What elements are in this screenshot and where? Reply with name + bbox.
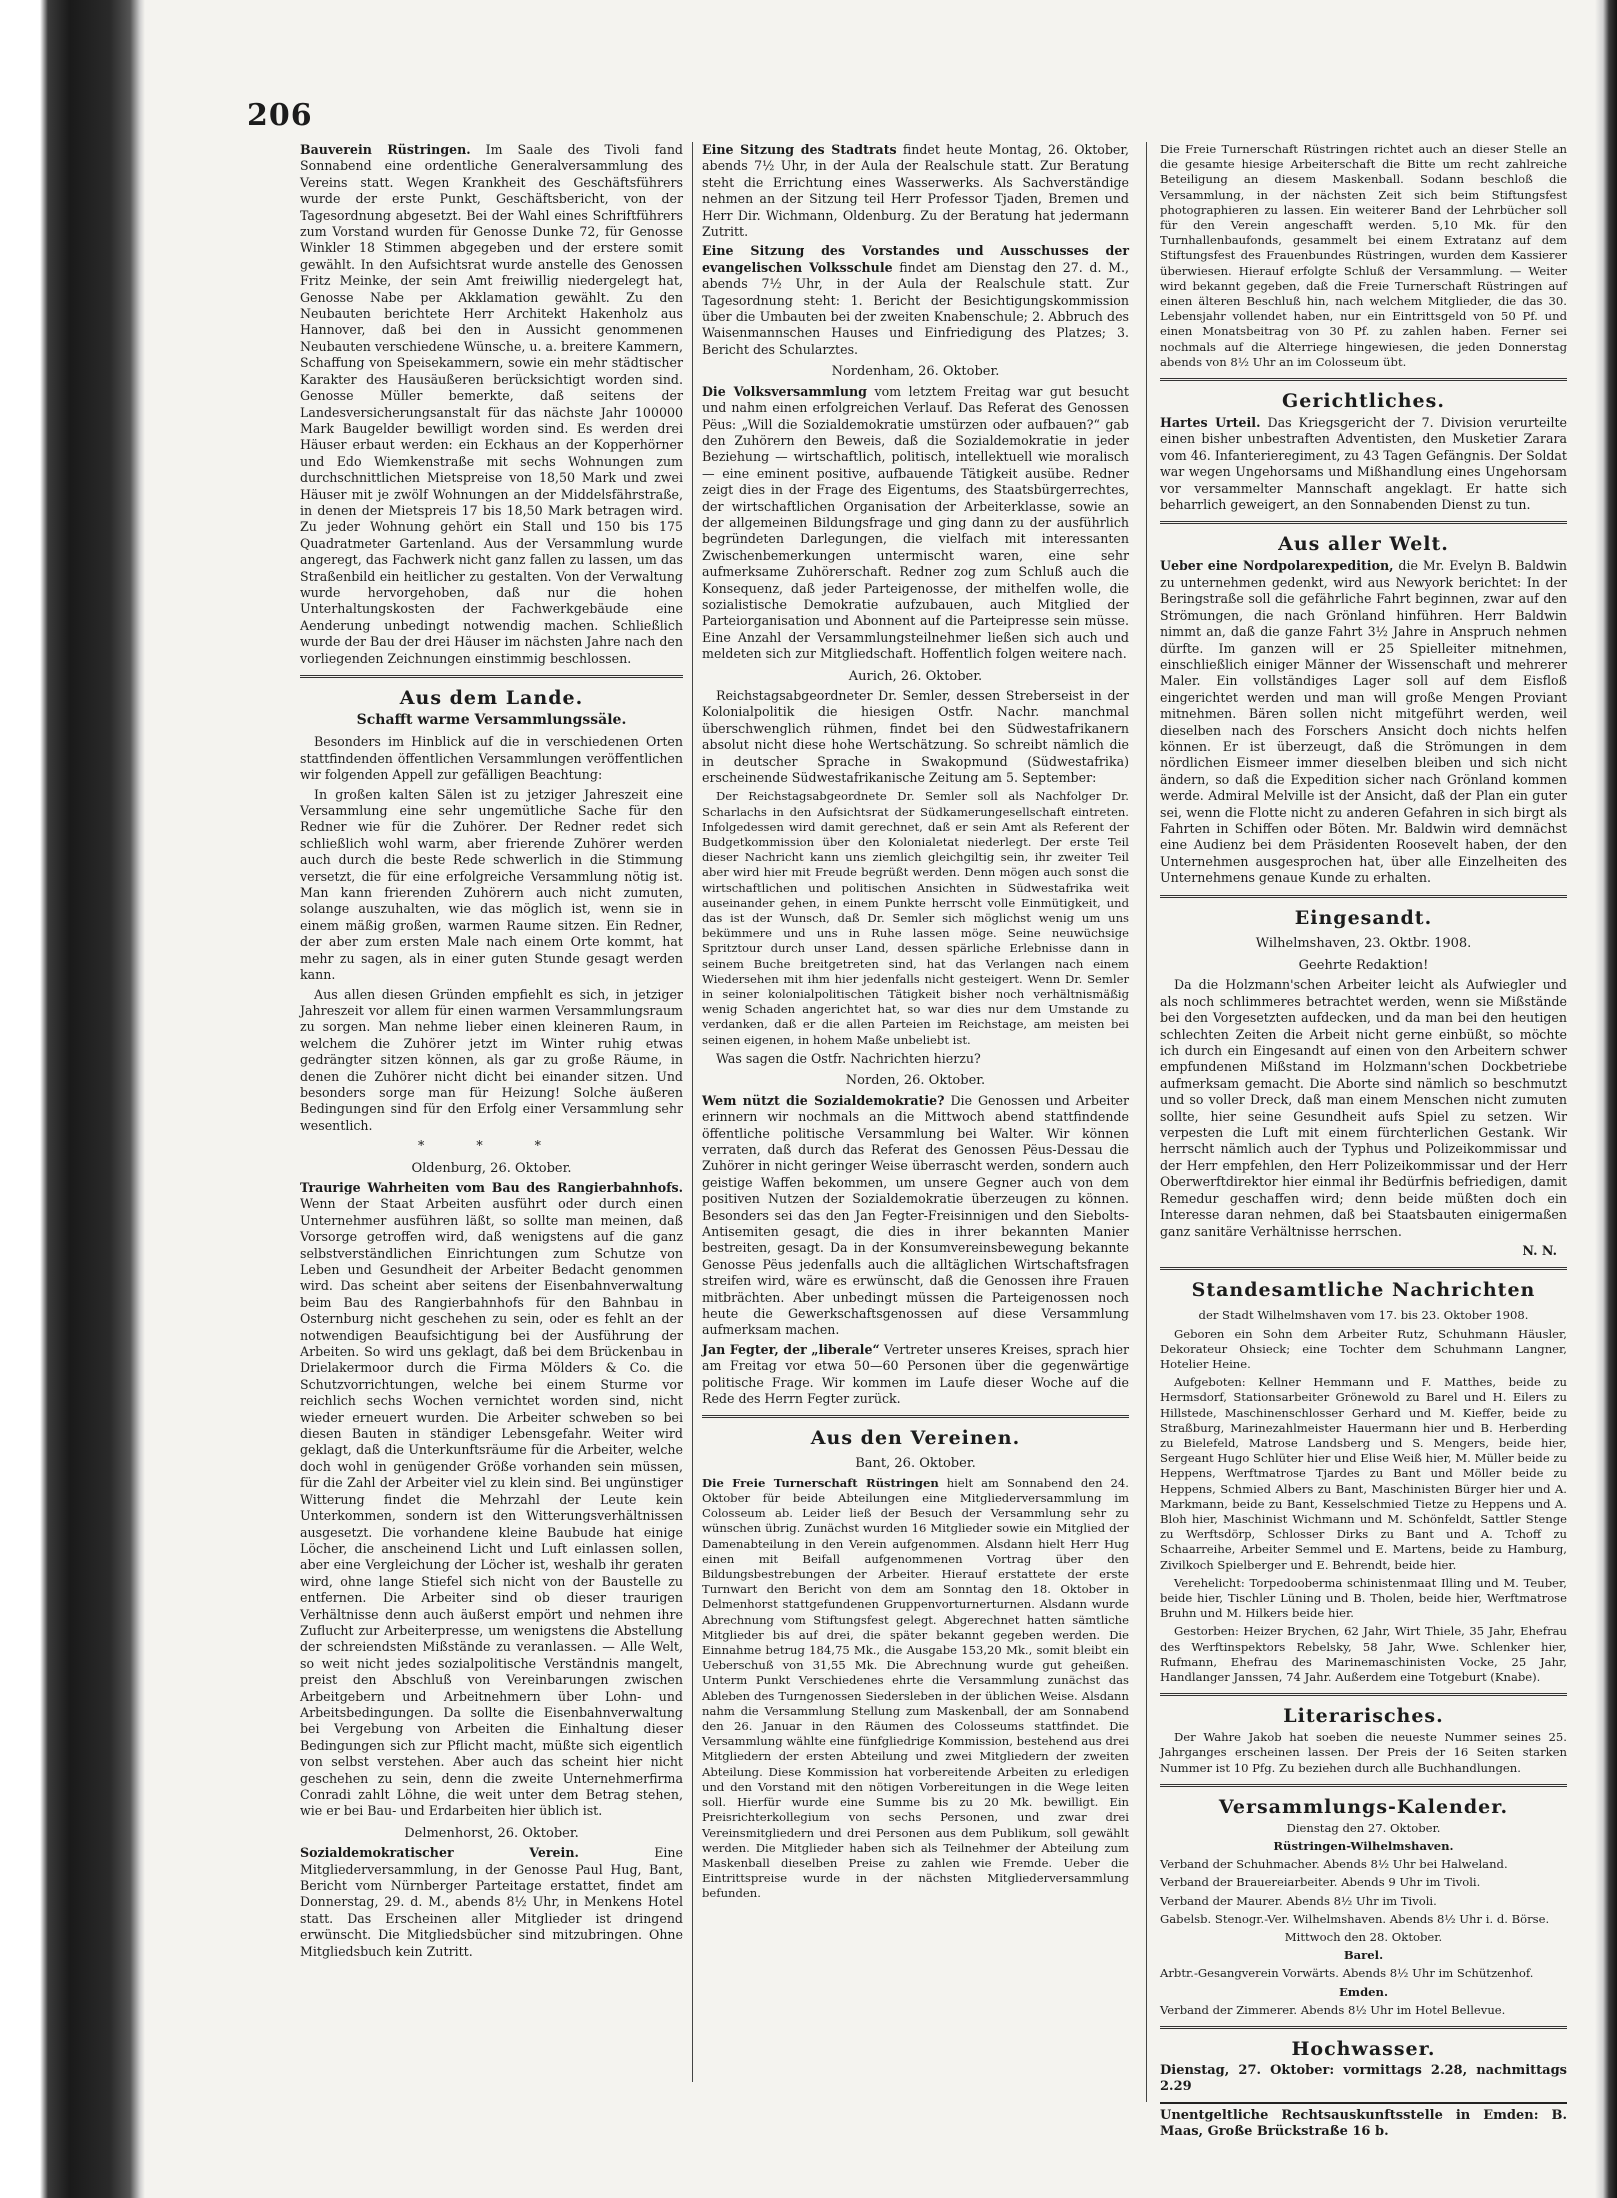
kalender-item: Verband der Brauereiarbeiter. Abends 9 Uhr im Tivoli. (1160, 1875, 1481, 1890)
article-text: findet am Dienstag den 27. d. M., abends 7½ Uhr, in der Aula der Realschule statt. Zur Tagesordnung steht: 1. Bericht der Besichtigungskommission über die Umbauten bei der zweiten Knabenschule; 2. Abbruch des Waisenmannschen Hauses und Einfriedigung des Platzes; 3. Bericht des Schularztes. (702, 259, 1129, 357)
paragraph: Aus allen diesen Gründen empfiehlt es sich, in jetziger Jahreszeit vor allem für einen warmen Versammlungsraum zu sorgen. Man nehme lieber einen kleineren Raum, in welchem die Zuhörer jetzt im Winter ruhig etwas gedrängter sitzen können, als gar zu große Räume, in denen die Zuhörer nicht dicht bei einander sitzen. Und besonders sorge man für Heizung! Solche äußeren Bedingungen sind für den Erfolg einer Versammlung sehr wesentlich. (300, 986, 683, 1133)
article-lead: Wem nützt die Sozialdemokratie? (702, 1092, 945, 1108)
footer-rechtsauskunft: Unentgeltliche Rechtsauskunftsstelle in Emden: B. Maas, Große Brückstraße 16 b. (1160, 2102, 1567, 2141)
kalender-place: Emden. (1338, 1984, 1389, 1999)
article-lead: Sozialdemokratischer Verein. (300, 1845, 579, 1861)
article-lead: Die Volksversammlung (702, 383, 867, 399)
hochwasser-times: Dienstag, 27. Oktober: vormittags 2.28, nachmittags 2.29 (1160, 2063, 1567, 2095)
section-divider (1160, 2026, 1567, 2029)
section-title-standesamtliche: Standesamtliche Nachrichten (1191, 1279, 1536, 1302)
dateline-aurich: Aurich, 26. Oktober. (848, 668, 983, 684)
article-text: Eine Mitgliederversammlung, in der Genosse Paul Hug, Bant, Bericht vom Nürnberger Parteitage erstattet, findet am Donnerstag, 29. d. M., abends 8½ Uhr, in Menkens Hotel statt. Das Erscheinen aller Mitglieder ist dringend erwünscht. Die Mitgliedsbücher sind mitzubringen. Ohne Mitgliedsbuch kein Zutritt. (300, 1845, 683, 1959)
article-lead: Jan Fegter, der „liberale“ (702, 1341, 880, 1357)
standesamt-gestorben: Gestorben: Heizer Brychen, 62 Jahr, Wirt Thiele, 35 Jahr, Ehefrau des Werftinspektors Rebelsky, 58 Jahr, Wwe. Schlenker hier, Rufmann, Ehefrau des Marinemaschinisten Vocke, 25 Jahr, Handlanger Janssen, 74 Jahr. Außerdem eine Totgeburt (Knabe). (1160, 1624, 1567, 1684)
section-title-aus-dem-lande: Aus dem Lande. (399, 687, 584, 709)
section-divider (1160, 378, 1567, 381)
section-title-versammlungs-kalender: Versammlungs-Kalender. (1218, 1795, 1509, 1818)
letter-text: Da die Holzmann'schen Arbeiter leicht als Aufwiegler und als noch schlimmeres betrachtet werden, wenn sie Mißstände bei den Vorgesetzten aufdecken, und da man bei den heutigen schlechten Zeiten die Arbeit nicht gerne einbüßt, so möchte ich durch ein Eingesandt auf einen von den Arbeitern schwer empfundenen Mißstand im Holzmann'schen Dockbetriebe aufmerksam gemacht. Die Aborte sind nämlich so beschmutzt und so voller Dreck, daß man einem Menschen nicht zumuten sollte, hier seine Gesundheit aufs Spiel zu setzen. Wir verpesten die Luft mit einem fürchterlichen Gestank. Wir herrscht nämlich auch der Typhus und Polizeikommissar und der Herr empfehlen, den Herr Polizeikommissar und der Herr Oberwerftdirektor hier einmal ihr Bedürfnis befriedigen, damit Remedur geschaffen wird; denn beide müßten doch ein Interesse daran nehmen, daß bei Staatsbauten einigermaßen ganz sanitäre Verhältnisse herrschen. (1160, 977, 1567, 1239)
column-3 (1160, 142, 1567, 2140)
dateline-delmenhorst: Delmenhorst, 26. Oktober. (404, 1825, 579, 1841)
column-1 (300, 142, 683, 2082)
section-divider (1160, 521, 1567, 524)
separator-stars: * * * (418, 1138, 565, 1154)
standesamt-aufgeboten: Aufgeboten: Kellner Hemmann und F. Matthes, beide zu Hermsdorf, Stationsarbeiter Grönewold zu Barel und H. Eilers zu Hillstede, Maschinenschlosser Gerhard und M. Kieffer, beide zu Straßburg, Marinezahlmeister Hauermann hier und B. Herberding zu Bielefeld, Matrose Landsberg und S. Mengers, beide hier, Sergeant Hugo Schlüter hier und Elise Weiß hier, M. Müller beide zu Heppens, Werftmatrose Tjardes zu Bant und Möller beide zu Heppens, Schmied Albers zu Bant, Maschinisten Bürger hier und A. Markmann, beide zu Bant, Kesselschmied Tietze zu Heppens und A. Bloh hier, Maschinist Wichmann und M. Schönfeldt, Sattler Stenge zu Werftsdörp, Schlosser Dirks zu Bant und A. Tchoff zu Schaarreihe, Arbeiter Semmel und E. Martens, beide zu Hamburg, Zivilkoch Spielberger und E. Behrendt, beide hier. (1160, 1375, 1567, 1572)
section-divider (1160, 1784, 1567, 1787)
article-volksschule (702, 243, 1129, 358)
paragraph: In großen kalten Sälen ist zu jetziger Jahreszeit eine Versammlung eine sehr ungemütliche Sache für den Redner wie für die Zuhörer. Der Redner redet sich schließlich wohl warm, aber frierende Zuhörer werden auch durch die beste Rede schwerlich in die Stimmung versetzt, die für eine erfolgreiche Versammlung nötig ist. Man kann frierenden Zuhörern auch nicht zumuten, solange auszuhalten, wie das möglich ist, wenn sie in einem mäßig großen, warmen Raume sitzen. Ein Redner, der aber zum ersten Male nach einem Orte kommt, hat mehr zu sagen, als in einer guten Stunde gesagt werden kann. (300, 786, 683, 983)
book-binding-edge (0, 0, 145, 2198)
paragraph: Was sagen die Ostfr. Nachrichten hierzu? (716, 1050, 981, 1066)
article-text: Die Genossen und Arbeiter erinnern wir nochmals an die Mittwoch abend stattfindende öffentliche politische Versammlung bei Walter. Wir können verraten, daß durch das Referat des Genossen Pëus-Dessau die Zuhörer in nicht geringer Weise überrascht werden, sondern auch geistige Waffen bekommen, um unsere Gegner auch von dem positiven Nutzen der Sozialdemokratie überzeugen zu können. Besonders sei das den Jan Fegter-Freisinnigen und den Siebolts-Antisemiten gesagt, die dies in ihrer bekannten Manier bestreiten, gesagt. Da in der Konsumvereinsbewegung bekannte Genosse Pëus jedenfalls auch die alltäglichen Wirtschaftsfragen streifen wird, wäre es erwünscht, daß die Genossen ihre Frauen mitbrächten. Aber unbedingt müssen die Parteigenossen noch heute die Gewerkschaftsgenossen auf diese Versammlung aufmerksam machen. (702, 1092, 1129, 1338)
paragraph-quote: Der Reichstagsabgeordnete Dr. Semler soll als Nachfolger Dr. Scharlachs in den Aufsichtsrat der Südkamerungesellschaft eintreten. Infolgedessen wird damit gerechnet, daß er sein Amt als Referent der Budgetkommission über den Kolonialetat niederlegt. Der erste Teil dieser Nachricht kann uns ziemlich gleichgiltig sein, ihr zweiter Teil aber wird hier mit Freude begrüßt werden. Denn mögen auch sonst die wirtschaftlichen und politischen Ansichten in Südwestafrika weit auseinander gehen, in einem Punkte herrscht volle Einmütigkeit, und das ist der Wunsch, daß Dr. Semler sich möglichst wenig um uns bekümmere und uns in Ruhe lassen möge. Seine neuwüchsige Spritztour durch unser Land, dessen spärliche Erlebnisse dann in seinem Buche breitgetreten sind, hat das Verlangen nach einem Wiedersehen mit ihm hier jedenfalls nicht gesteigert. Wenn Dr. Semler in seiner kolonialpolitischen Tätigkeit bisher noch verhältnismäßig wenig Schaden angerichtet hat, so war dies nur dem Umstande zu verdanken, daß er die allen Parteien im Reichstage, am meisten bei seinen eigenen, in hohem Maße unbeliebt ist. (702, 789, 1129, 1047)
versammlungs-kalender-list (1160, 1821, 1567, 2018)
standesamt-verehelicht: Verehelicht: Torpedooberma schinistenmaat Illing und M. Teuber, beide hier, Tischler Lüning und B. Tholen, beide hier, Werftmatrose Bruhn und M. Hilkers beide hier. (1160, 1575, 1567, 1621)
dateline-wilhelmshaven: Wilhelmshaven, 23. Oktbr. 1908. (1255, 935, 1472, 951)
kalender-date: Mittwoch den 28. Oktober. (1284, 1930, 1443, 1945)
article-text: Im Saale des Tivoli fand Sonnabend eine ordentliche Generalversammlung des Vereins statt. Wegen Krankheit des Geschäftsführers wurde der erste Punkt, Geschäftsbericht, von der Tagesordnung abgesetzt. Bei der Wahl eines Schriftführers zum Vorstand wurden für Genosse Dunke 72, für Genosse Winkler 18 Stimmen abgegeben und der erstere somit gewählt. In den Aufsichtsrat wurde anstelle des Genossen Fritz Meinke, der sein Amt freiwillig niedergelegt hat, Genosse Nabe per Akklamation gewählt. Zu den Neubauten berichtete Herr Architekt Hakenholz aus Hannover, daß bei den in Aussicht genommenen Neubauten verschiedene Wünsche, u. a. breitere Kammern, Schaffung von Speisekammern, sowie ein mehr städtischer Karakter des Hausäußeren berücksichtigt worden sind. Genosse Müller bemerkte, daß seitens der Landesversicherungsanstalt für das nächste Jahr 100000 Mark Baugelder bewilligt worden sind. Es werden drei Häuser erbaut werden: ein Eckhaus an der Kopperhörner und Edo Wiemkenstraße mit sechs Wohnungen zum durchschnittlichen Mietspreise von 18,50 Mark und zwei Häuser mit je zwölf Wohnungen an der Middelsfährstraße, in denen der Mietspreis 17 bis 18,50 Mark betragen wird. Zu jeder Wohnung gehört ein Stall und 150 bis 175 Quadratmeter Gartenland. Aus der Versammlung wurde angeregt, das Fachwerk nicht ganz fallen zu lassen, um das Straßenbild ein heitlicher zu gestalten. Von der Verwaltung wurde hervorgehoben, daß nur die hohen Unterhaltungskosten der Fachwerkgebäude eine Aenderung unbedingt notwendig machen. Schließlich wurde der Bau der drei Häuser im nächsten Jahre nach den vorliegenden Zeichnungen einstimmig beschlossen. (300, 142, 683, 666)
article-title-warme-saele: Schafft warme Versammlungssäle. (356, 712, 627, 728)
standesamt-geboren: Geboren ein Sohn dem Arbeiter Rutz, Schuhmann Häusler, Dekorateur Ohsieck; eine Tochter dem Schuhmann Langner, Hotelier Heine. (1160, 1326, 1567, 1371)
article-fegter (702, 1342, 1129, 1408)
page-right-edge (1595, 0, 1617, 2198)
kalender-place: Rüstringen-Wilhelmshaven. (1273, 1839, 1454, 1854)
article-sozialdemokratie (702, 1093, 1129, 1339)
section-title-aus-den-vereinen: Aus den Vereinen. (810, 1427, 1021, 1450)
paragraph: Besonders im Hinblick auf die in verschiedenen Orten stattfindenden öffentlichen Versammlungen veröffentlichen wir folgenden Appell zur gefälligen Beachtung: (300, 734, 683, 783)
article-lead: Hartes Urteil. (1160, 415, 1261, 431)
letter-salutation: Geehrte Redaktion! (1298, 958, 1429, 974)
section-divider (1160, 1693, 1567, 1696)
article-volksversammlung (702, 384, 1129, 663)
kalender-item: Verband der Maurer. Abends 8½ Uhr im Tivoli. (1160, 1893, 1437, 1908)
article-text: Vertreter unseres Kreises, sprach hier am Freitag vor etwa 50—60 Personen über die gegenwärtige politische Frage. Wir kommen im Laufe dieser Woche auf die Rede des Herrn Fegter zurück. (702, 1341, 1129, 1407)
section-title-eingesandt: Eingesandt. (1294, 906, 1433, 929)
article-bauverein (300, 142, 683, 667)
column-2 (702, 142, 1129, 2102)
article-lead: Eine Sitzung des Vorstandes und Ausschusses der evangelischen Volksschule (702, 243, 1129, 275)
paragraph: Reichstagsabgeordneter Dr. Semler, dessen Streberseist in der Kolonialpolitik die hiesigen Ostfr. Nachr. manchmal überschwenglich rühmen, findet bei den Südwestafrikanern absolut nicht diese hohe Wertschätzung. So schreibt nämlich die in deutscher Sprache in Swakopmund (Südwestafrika) erscheinende Südwestafrikanische Zeitung am 5. September: (702, 688, 1129, 786)
article-text: Wenn der Staat Arbeiten ausführt oder durch einen Unternehmer ausführen läßt, so sollte man meinen, daß Vorsorge getroffen wird, daß wenigstens auf die ganz selbstverständlichen Einrichtungen zum Schutze von Leben und Gesundheit der Arbeiter Bedacht genommen wird. Das scheint aber seitens der Eisenbahnverwaltung beim Bau des Rangierbahnhofs für den Bahnbau in Osternburg nicht geschehen zu sein, oder es fehlt an der notwendigen Beaufsichtigung bei der Ausführung der Arbeiten. So wird uns geklagt, daß bei dem Brückenbau in Drielakermoor durch die Firma Mölders & Co. die Schutzvorrichtungen, welche bei einem Sturme vor reichlich sechs Wochen vernichtet worden sind, nicht wieder erneuert wurden. Die Arbeiter schweben so bei diesen Bauten in ständiger Lebensgefahr. Weiter wird geklagt, daß die Unterkunftsräume für die Arbeiter, welche doch wohl in genügender Größe vorhanden sein müssen, für die Zahl der Arbeiter viel zu klein sind. Bei ungünstiger Witterung findet die Mehrzahl der Leute kein Unterkommen, sondern ist den Witterungsverhältnissen ausgesetzt. Die vorhandene kleine Baubude hat einige Löcher, die anscheinend Licht und Luft einlassen sollen, aber eine Vergleichung der Löcher ist, weshalb ihr geraten wird, ohne lange Stiefel sich nicht von der Baustelle zu entfernen. Die Arbeiter sind ob dieser traurigen Verhältnisse denn auch äußerst empört und nehmen ihre Zuflucht zur Arbeiterpresse, um wenigstens die Abstellung der schreiendsten Mißstände zu veranlassen. — Alle Welt, so weit nicht jedes sozialpolitische Verständnis mangelt, preist den Abschluß von Vereinbarungen zwischen Arbeitgebern und Arbeitnehmern über Lohn- und Arbeitsbedingungen. Da sollte die Eisenbahnverwaltung bei Vergebung von Arbeiten die Einhaltung dieser Bedingungen sich zur Pflicht macht, müßte sich eigentlich von selbst verstehen. Aber auch das scheint hier nicht geschehen zu sein, denn die zweite Unternehmerfirma Conradi zahlt Löhne, die weit unter dem Betrag stehen, wie er bei Bau- und Erdarbeiten hier üblich ist. (300, 1196, 683, 1819)
dateline-bant: Bant, 26. Oktober. (855, 1456, 976, 1472)
article-lead: Die Freie Turnerschaft Rüstringen (702, 1475, 939, 1490)
section-divider (300, 675, 683, 678)
page-number: 206 (247, 98, 313, 133)
kalender-item: Gabelsb. Stenogr.-Ver. Wilhelmshaven. Abends 8½ Uhr i. d. Börse. (1160, 1911, 1550, 1926)
article-turnerschaft-continued: Die Freie Turnerschaft Rüstringen richtet auch an dieser Stelle an die gesamte hiesige Arbeiterschaft die Bitte um recht zahlreiche Beteiligung an diesem Maskenball. Sodann beschloß die Versammlung, in der nächsten Zeit sich beim Stiftungsfest photographieren zu lassen. Ein weiterer Band der Lehrbücher soll für den Verein angeschafft werden. 5,10 Mk. für den Turnhallenbaufonds, gesammelt bei einem Extratanz auf dem Stiftungsfest des Frauenbundes Rüstringen, wurden dem Kassierer überwiesen. Hierauf erfolgte Schluß der Versammlung. — Weiter wird bekannt gegeben, daß die Freie Turnerschaft Rüstringen auf einen älteren Beschluß hin, nach welchem Mitglieder, die das 30. Lebensjahr vollendet haben, nur ein Eintrittsgeld von 50 Pf. und einen Monatsbeitrag von 30 Pf. zu zahlen haben. Ferner sei nochmals auf die Alterriege hingewiesen, die jeden Donnerstag abends von 8½ Uhr an im Colosseum übt. (1160, 142, 1567, 369)
article-nordpolarexpedition (1160, 558, 1567, 886)
column-rule-1 (692, 142, 693, 2082)
article-stadtrat (702, 142, 1129, 240)
literarisches-text: Der Wahre Jakob hat soeben die neueste Nummer seines 25. Jahrganges erscheinen lassen. Der Preis der 16 Seiten starken Nummer ist 10 Pfg. Zu beziehen durch alle Buchhandlungen. (1160, 1730, 1567, 1775)
article-turnerschaft (702, 1476, 1129, 1902)
article-rangierbahnhof (300, 1180, 683, 1820)
section-divider (1160, 895, 1567, 898)
kalender-place: Barel. (1343, 1948, 1384, 1963)
dateline-oldenburg: Oldenburg, 26. Oktober. (411, 1160, 572, 1176)
column-rule-2 (1146, 142, 1147, 2102)
letter-signature: N. N. (1522, 1242, 1557, 1258)
article-sozialdem-verein (300, 1845, 683, 1960)
article-lead: Bauverein Rüstringen. (300, 142, 471, 157)
article-text: Das Kriegsgericht der 7. Division verurteilte einen bisher unbestraften Adventisten, den Musketier Zarara vom 46. Infanterieregiment, zu 43 Tagen Gefängnis. Der Soldat war wegen Ungehorsams und Mißhandlung eines Ungehorsam vor versammelter Mannschaft angeklagt. Er hatte sich beharrlich geweigert, an den Sonnabenden Dienst zu tun. (1160, 415, 1567, 513)
section-title-gerichtliches: Gerichtliches. (1282, 390, 1445, 413)
article-lead: Traurige Wahrheiten vom Bau des Rangierbahnhofs. (300, 1179, 683, 1195)
section-divider (1160, 1267, 1567, 1270)
article-lead: Eine Sitzung des Stadtrats (702, 142, 897, 157)
standesamt-subtitle: der Stadt Wilhelmshaven vom 17. bis 23. Oktober 1908. (1198, 1308, 1529, 1323)
dateline-norden: Norden, 26. Oktober. (845, 1073, 986, 1089)
kalender-item: Arbtr.-Gesangverein Vorwärts. Abends 8½ Uhr im Schützenhof. (1160, 1966, 1534, 1981)
section-divider (702, 1415, 1129, 1418)
article-text: findet heute Montag, 26. Oktober, abends 7½ Uhr, in der Aula der Realschule statt. Zur Beratung steht die Errichtung eines Wasserwerks. Als Sachverständige nehmen an der Sitzung teil Herr Professor Tjaden, Bremen und Herr Dir. Wichmann, Oldenburg. Zu der Beratung hat jedermann Zutritt. (702, 142, 1129, 240)
article-text: hielt am Sonnabend den 24. Oktober für beide Abteilungen eine Mitgliederversammlung im Colosseum ab. Leider ließ der Besuch der Versammlung sehr zu wünschen übrig. Zunächst wurden 16 Mitglieder sowie ein Mitglied der Damenabteilung in den Verein aufgenommen. Alsdann hielt Herr Hug einen mit Beifall aufgenommenen Vortrag über den Bildungsbestrebungen der Arbeiter. Hierauf erstattete der erste Turnwart den Bericht von dem am Sonntag den 18. Oktober in Delmenhorst stattgefundenen Gruppenvorturnerturnen. Alsdann wurde Abrechnung vom Stiftungsfest gelegt. Abgerechnet hatten sämtliche Mitglieder bis auf drei, die später bekannt gegeben werden. Die Einnahme betrug 184,75 Mk., die Ausgabe 153,20 Mk., somit bleibt ein Ueberschuß von 31,55 Mk. Die Abrechnung wurde gut geheißen. Unterm Punkt Verschiedenes ehrte die Versammlung zunächst das Ableben des Turngenossen Siedersleben in der üblichen Weise. Alsdann nahm die Versammlung Stellung zum Maskenball, der am Sonnabend den 26. Januar in den Räumen des Colosseums stattfindet. Die Versammlung wählte eine fünfgliedrige Kommission, bestehend aus drei Mitgliedern der ersten Abteilung und zwei Mitgliedern der zweiten Abteilung. Diese Kommission hat vorbereitende Arbeiten zu erledigen und den Vorstand mit den nötigen Vorbereitungen in die Wege leiten soll. Hierfür wurde eine Summe bis zu 20 Mk. bewilligt. Ein Preisrichterkollegium von sechs Personen, und zwar drei Vereinsmitgliedern und drei Personen aus dem Publikum, soll gewählt werden. Die Mitglieder haben sich als Teilnehmer der Abteilung zum Maskenball dieselben Preise zu zahlen wie Fremde. Ueber die Eintrittspreise wurde in der nächsten Mitgliederversammlung befunden. (702, 1475, 1129, 1901)
article-text: die Mr. Evelyn B. Baldwin zu unternehmen gedenkt, wird aus Newyork berichtet: In der Beringstraße soll die gefährliche Fahrt beginnen, zwar auf den Strömungen, die nach Grönland hinführen. Herr Baldwin nimmt an, daß die ganze Fahrt 3½ Jahre in Anspruch nehmen dürfte. Im ganzen will er 25 Spielleiter mitnehmen, einschließlich einiger Männer der Wissenschaft und mehrerer Maler. Ein vollständiges Lager soll auf dem Eisfloß eingerichtet werden und man will große Mengen Proviant mitnehmen. Bären sollen nicht mitgeführt werden, weil dieselben nach des Forschers Ansicht doch nichts helfen können. Er ist überzeugt, daß die Strömungen in dem nördlichen Eismeer immer dieselben bleiben und sich nicht ändern, so daß die Expedition sicher nach Grönland kommen werde. Admiral Melville ist der Ansicht, daß der Plan ein guter sei, wenn die Flotte nicht zu anderen Gefahren in sich birgt als Fahrten in Schiffen oder Böten. Mr. Baldwin wird demnächst eine Audienz bei dem Präsidenten Roosevelt haben, der den Unternehmen ausgesprochen hat, über alle Einzelheiten des Unternehmens genaue Kunde zu erhalten. (1160, 558, 1567, 886)
section-title-aus-aller-welt: Aus aller Welt. (1278, 533, 1449, 556)
dateline-nordenham: Nordenham, 26. Oktober. (831, 364, 1000, 380)
kalender-date: Dienstag den 27. Oktober. (1286, 1820, 1441, 1835)
section-title-literarisches: Literarisches. (1283, 1705, 1444, 1728)
kalender-item: Verband der Zimmerer. Abends 8½ Uhr im Hotel Bellevue. (1160, 2002, 1506, 2017)
section-title-hochwasser: Hochwasser. (1291, 2038, 1436, 2061)
article-lead: Ueber eine Nordpolarexpedition, (1160, 558, 1394, 574)
article-text: vom letztem Freitag war gut besucht und nahm einen erfolgreichen Verlauf. Das Referat des Genossen Pëus: „Will die Sozialdemokratie umstürzen oder aufbauen?“ gab den Zuhörern den Beweis, daß die Sozialdemokratie in jeder Beziehung — wirtschaftlich, politisch, intellektuell wie moralisch — eine eminent positive, aufbauende Tätigkeit ausübe. Redner zeigt dies in der Frage des Eigentums, des Staatsbürgerrechtes, der wirtschaftlichen Organisation der Arbeiterklasse, sowie an der allgemeinen Bildungsfrage und ging dann zu der ausführlich begründeten Darlegungen, die vielfach mit interessanten Zwischenbemerkungen untermischt waren, eine sehr aufmerksame Zuhörerschaft. Redner zog zum Schluß auch die Konsequenz, daß jeder Parteigenosse, der mithelfen wolle, die sozialistische Demokratie aufzubauen, auch Mitglied der Parteiorganisation und Abonnent auf die Parteipresse sein müsse. Eine Anzahl der Versammlungsteilnehmer ließen sich auch und meldeten sich zur Mitgliedschaft. Hoffentlich folgen weitere nach. (702, 383, 1129, 662)
article-hartes-urteil (1160, 415, 1567, 513)
kalender-item: Verband der Schuhmacher. Abends 8½ Uhr bei Halweland. (1160, 1857, 1508, 1872)
